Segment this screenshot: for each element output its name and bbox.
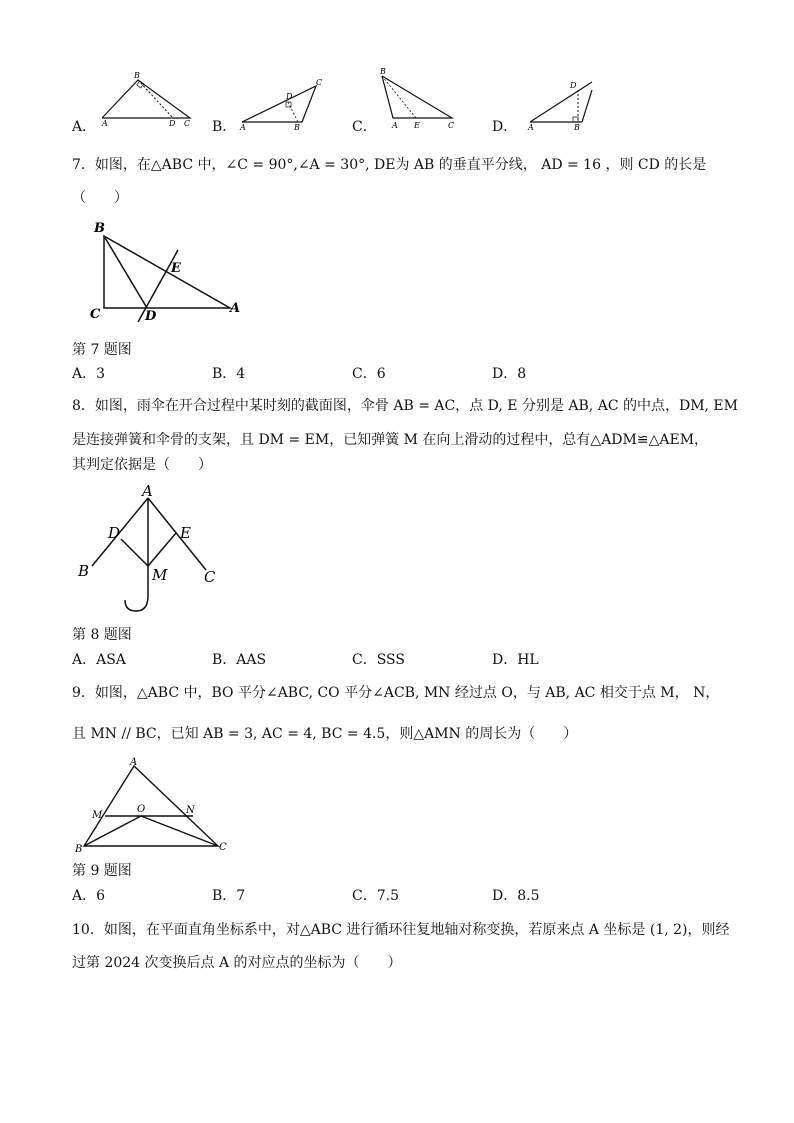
q9-option-a[interactable]: A．6 [72, 888, 106, 904]
q8-option-d[interactable]: D．HL [492, 652, 539, 668]
q9-label-o: O [137, 804, 146, 815]
q6-option-a[interactable]: A． [72, 119, 97, 135]
q6-figure-a [101, 71, 190, 128]
q6b-label-b: B [294, 123, 300, 132]
q6b-label-c: C [316, 78, 323, 87]
q7-label-d: D [145, 309, 157, 324]
q6c-label-c: C [448, 121, 455, 130]
q7-option-c[interactable]: C．6 [352, 366, 386, 382]
q6-figure-d [527, 81, 592, 132]
q6-figure-c [379, 67, 454, 130]
q6c-label-a: A [392, 121, 398, 130]
q6d-label-b: B [574, 123, 580, 132]
q7-label-a: A [230, 301, 241, 316]
q8-option-b[interactable]: B．AAS [212, 652, 267, 668]
q6-option-c[interactable]: C． [352, 119, 377, 135]
q7-figure-caption: 第 7 题图 [72, 342, 132, 358]
q6b-label-a: A [240, 123, 246, 132]
q9-option-b[interactable]: B．7 [212, 888, 246, 904]
q10-stem-line2: 过第 2024 次变换后点 A 的对应点的坐标为（ ） [72, 955, 402, 971]
q6a-label-c: C [184, 119, 191, 128]
q8-option-c[interactable]: C．SSS [352, 652, 405, 668]
q9-label-a: A [130, 757, 138, 768]
q8-label-a: A [142, 482, 153, 500]
q8-stem-line3: 其判定依据是（ ） [72, 457, 212, 473]
q7-option-b[interactable]: B．4 [212, 366, 246, 382]
q7-option-a[interactable]: A．3 [72, 366, 106, 382]
q9-figure-caption: 第 9 题图 [72, 863, 132, 879]
q6-option-d[interactable]: D． [492, 119, 518, 135]
q6b-label-d: D [286, 92, 293, 101]
q6c-label-e: E [414, 121, 420, 130]
q8-umbrella-figure [74, 480, 224, 614]
q9-label-m: M [92, 810, 103, 821]
q7-stem-line2: （ ） [72, 190, 128, 206]
q9-stem-line1: 9．如图，△ABC 中，BO 平分∠ABC, CO 平分∠ACB, MN 经过点 O，与 AB, AC 相交于点 M， N， [72, 685, 720, 701]
q7-stem-line1: 7．如图，在△ABC 中，∠C = 90°,∠A = 30°, DE为 AB 的垂直平分线， AD = 16 ，则 CD 的长是 [72, 157, 707, 173]
q7-label-c: C [90, 307, 101, 322]
q8-label-d: D [108, 524, 121, 542]
q7-figure [80, 216, 250, 328]
q6a-label-a: A [102, 119, 108, 128]
q7-option-d[interactable]: D．8 [492, 366, 527, 382]
q8-stem-line2: 是连接弹簧和伞骨的支架，且 DM = EM，已知弹簧 M 在向上滑动的过程中，总有△ADM≌△AEM， [72, 432, 709, 448]
q7-label-e: E [171, 261, 181, 276]
q7-label-b: B [94, 221, 105, 236]
q6-figure-b [239, 78, 322, 132]
q6c-label-b: B [380, 67, 386, 76]
q6a-label-b: B [134, 71, 140, 80]
q8-label-b: B [78, 562, 90, 580]
q8-stem-line1: 8．如图，雨伞在开合过程中某时刻的截面图，伞骨 AB = AC，点 D, E 分别是 AB, AC 的中点，DM, EM [72, 398, 738, 414]
q8-label-c: C [204, 568, 216, 586]
q8-figure-caption: 第 8 题图 [72, 627, 132, 643]
q9-label-n: N [186, 805, 195, 816]
q6-option-b[interactable]: B． [212, 119, 237, 135]
q9-figure [72, 756, 237, 856]
q8-label-m: M [152, 566, 168, 584]
q9-label-c: C [219, 842, 227, 853]
q9-label-b: B [75, 844, 83, 855]
q9-option-d[interactable]: D．8.5 [492, 888, 540, 904]
q6d-label-a: A [528, 123, 534, 132]
q9-stem-line2: 且 MN // BC，已知 AB = 3, AC = 4, BC = 4.5，则△AMN 的周长为（ ） [72, 726, 578, 742]
q10-stem-line1: 10．如图，在平面直角坐标系中，对△ABC 进行循环往复地轴对称变换，若原来点 A 坐标是 (1, 2)，则经 [72, 922, 730, 938]
q8-option-a[interactable]: A．ASA [72, 652, 126, 668]
q8-label-e: E [180, 524, 191, 542]
q6a-label-d: D [169, 119, 176, 128]
q6d-label-d: D [570, 81, 577, 90]
q9-option-c[interactable]: C．7.5 [352, 888, 399, 904]
q6-option-figures [60, 66, 620, 136]
